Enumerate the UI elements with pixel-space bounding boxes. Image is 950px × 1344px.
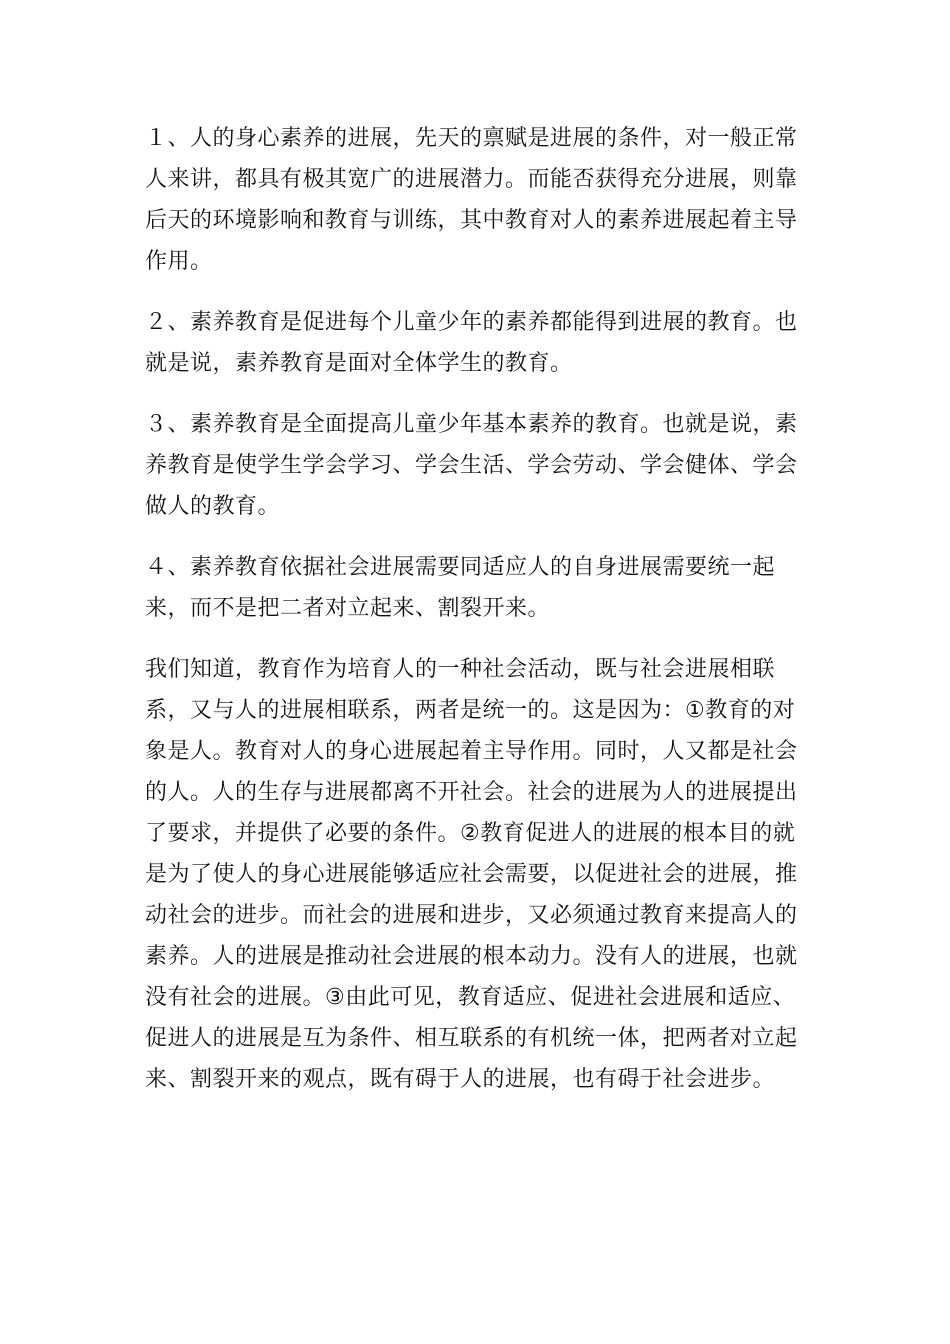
paragraph-1: １、人的身心素养的进展，先天的禀赋是进展的条件，对一般正常人来讲，都具有极其宽广的进展潜力。而能否获得充分进展，则靠后天的环境影响和教育与训练，其中教育对人的素养进展起着主导作用。 — [145, 126, 798, 274]
paragraph-2: ２、素养教育是促进每个儿童少年的素养都能得到进展的教育。也就是说，素养教育是面对全体学生的教育。 — [145, 310, 798, 376]
paragraph-5: 我们知道，教育作为培育人的一种社会活动，既与社会进展相联系，又与人的进展相联系，两者是统一的。这是因为：①教育的对象是人。教育对人的身心进展起着主导作用。同时，人又都是社会的人。人的生存与进展都离不开社会。社会的进展为人的进展提出了要求，并提供了必要的条件。②教育促进人的进展的根本目的就是为了使人的身心进展能够适应社会需要，以促进社会的进展，推动社会的进步。而社会的进展和进步，又必须通过教育来提高人的素养。人的进展是推动社会进展的根本动力。没有人的进展，也就没有社会的进展。③由此可见，教育适应、促进社会进展和适应、促进人的进展是互为条件、相互联系的有机统一体，把两者对立起来、割裂开来的观点，既有碍于人的进展，也有碍于社会进步。 — [145, 657, 798, 1092]
paragraph-4: ４、素养教育依据社会进展需要同适应人的自身进展需要统一起来，而不是把二者对立起来、割裂开来。 — [145, 555, 776, 621]
document-body — [145, 118, 810, 1100]
paragraph-3: ３、素养教育是全面提高儿童少年基本素养的教育。也就是说，素养教育是使学生学会学习、学会生活、学会劳动、学会健体、学会做人的教育。 — [145, 412, 798, 519]
